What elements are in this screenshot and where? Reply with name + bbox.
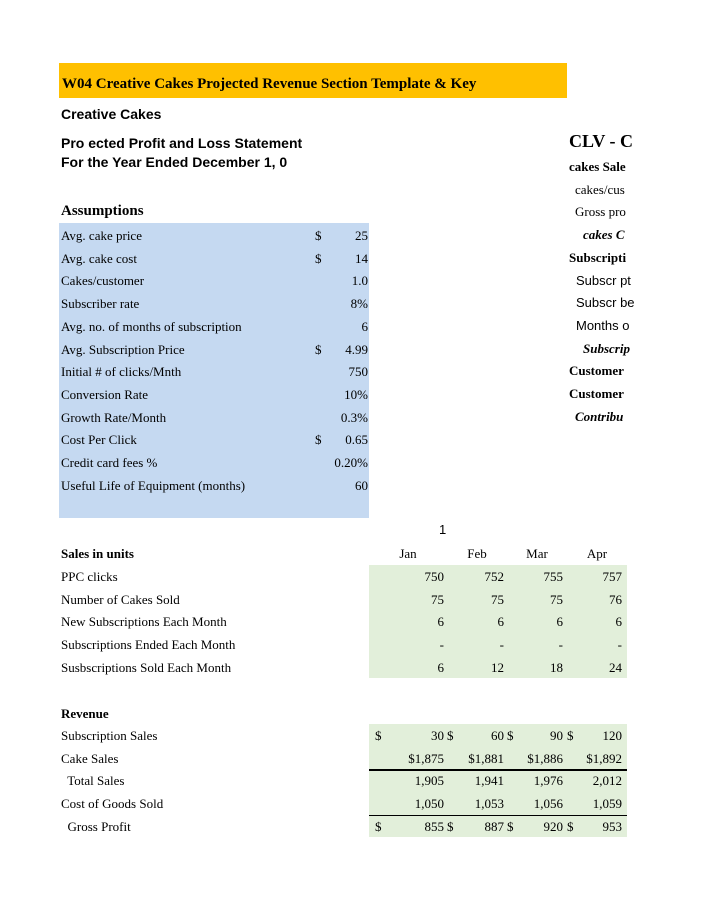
revenue-cell: 855 [424, 818, 444, 834]
sales-cell: 75 [550, 591, 563, 607]
revenue-heading: Revenue [61, 706, 109, 721]
revenue-currency: $ [507, 818, 514, 834]
month-header: Apr [586, 546, 608, 561]
clv-item: Customer [569, 386, 624, 401]
assumption-label: Growth Rate/Month [61, 409, 167, 425]
assumption-label: Avg. cake cost [61, 250, 137, 266]
revenue-row-label: Subscription Sales [61, 728, 158, 743]
revenue-cell: 1,050 [414, 796, 444, 812]
gross-profit-rule [369, 815, 627, 816]
revenue-cell: $1,892 [586, 750, 622, 766]
sales-cell: 6 [497, 614, 504, 630]
revenue-currency: $ [567, 728, 574, 743]
assumption-value: 0.65 [345, 432, 368, 448]
assumption-label: Avg. Subscription Price [61, 341, 185, 357]
clv-item: Contribu [575, 408, 624, 424]
page-number: 1 [439, 522, 447, 537]
assumption-label: Conversion Rate [61, 386, 149, 402]
total-sales-rule [369, 769, 627, 771]
revenue-cell: 1,053 [474, 796, 504, 812]
sales-cell: - [499, 637, 504, 653]
sales-heading: Sales in units [61, 546, 134, 561]
clv-item: cakes/cus [575, 181, 625, 197]
statement-title: Pro ected Profit and Loss Statement [61, 135, 303, 151]
revenue-cell: $1,886 [527, 750, 563, 766]
assumption-currency: $ [315, 228, 322, 243]
sales-cell: - [439, 637, 444, 653]
assumption-value: 4.99 [345, 341, 368, 357]
revenue-row-label: Cake Sales [61, 750, 119, 766]
month-header: Jan [399, 546, 417, 561]
revenue-currency: $ [375, 728, 382, 743]
assumption-label: Useful Life of Equipment (months) [61, 477, 246, 493]
assumption-label: Cakes/customer [61, 273, 145, 289]
assumption-value: 8% [350, 296, 368, 312]
sales-cell: 6 [615, 614, 622, 630]
clv-item: Subscr be [576, 295, 635, 311]
clv-item: Customer [569, 363, 624, 379]
revenue-cell: 953 [602, 818, 622, 834]
month-header: Mar [526, 546, 548, 561]
sales-row-label: Number of Cakes Sold [61, 591, 180, 607]
sales-cell: 76 [609, 591, 622, 607]
clv-item: Gross pro [575, 204, 626, 220]
revenue-row-label: Total Sales [61, 773, 125, 789]
assumption-value: 60 [355, 477, 368, 493]
clv-item: cakes C [583, 227, 625, 243]
assumption-currency: $ [315, 341, 322, 357]
revenue-currency: $ [447, 728, 454, 743]
sales-cell: 24 [609, 659, 622, 675]
assumption-value: 750 [348, 364, 368, 380]
assumption-label: Credit card fees % [61, 455, 158, 470]
revenue-cell: 60 [491, 728, 504, 743]
revenue-cell: 2,012 [592, 773, 622, 789]
revenue-currency: $ [375, 818, 382, 834]
sales-cell: - [558, 637, 563, 653]
revenue-cell: 887 [484, 818, 504, 834]
sales-row-label: Subscriptions Ended Each Month [61, 637, 236, 653]
clv-item: Months o [576, 317, 630, 333]
sales-cell: 12 [491, 659, 504, 675]
clv-title: CLV - C [569, 131, 634, 151]
revenue-cell: 90 [550, 728, 563, 743]
sales-cell: 755 [543, 569, 563, 584]
assumption-label: Cost Per Click [61, 432, 137, 448]
revenue-cell: $1,881 [468, 750, 504, 766]
revenue-currency: $ [447, 818, 454, 834]
clv-item: cakes Sale [569, 159, 626, 174]
assumption-currency: $ [315, 432, 322, 448]
sales-row-label: New Subscriptions Each Month [61, 614, 227, 630]
assumption-label: Avg. no. of months of subscription [61, 318, 242, 334]
clv-item: Subscrip [583, 340, 630, 356]
statement-period: For the Year Ended December 1, 0 [61, 154, 288, 170]
sales-cell: 750 [424, 569, 444, 584]
sales-cell: 75 [491, 591, 504, 607]
revenue-currency: $ [507, 728, 514, 743]
assumption-value: 1.0 [351, 273, 368, 289]
company-name: Creative Cakes [61, 106, 162, 122]
revenue-cell: 30 [431, 728, 444, 743]
sales-cell: 18 [550, 659, 563, 675]
assumption-label: Initial # of clicks/Mnth [61, 364, 182, 380]
revenue-cell: 920 [543, 818, 563, 834]
month-header: Feb [467, 546, 487, 561]
sales-cell: 6 [556, 614, 563, 630]
clv-item: Subscr pt [576, 272, 631, 288]
banner-title: W04 Creative Cakes Projected Revenue Section Template & Key [62, 76, 477, 92]
sales-cell: 752 [484, 569, 504, 584]
assumption-value: 25 [355, 228, 368, 243]
assumption-currency: $ [315, 250, 322, 266]
assumption-label: Subscriber rate [61, 296, 140, 312]
revenue-cell: 1,941 [474, 773, 504, 789]
sales-row-label: PPC clicks [61, 569, 118, 584]
assumption-label: Avg. cake price [61, 228, 142, 243]
revenue-cell: 1,056 [533, 796, 563, 812]
assumption-value: 6 [361, 318, 368, 334]
assumptions-heading: Assumptions [61, 203, 144, 219]
sales-cell: 6 [437, 614, 444, 630]
sales-row-label: Susbscriptions Sold Each Month [61, 659, 232, 675]
sales-cell: 75 [431, 591, 444, 607]
revenue-row-label: Cost of Goods Sold [61, 796, 164, 812]
revenue-currency: $ [567, 818, 574, 834]
sales-cell: 6 [437, 659, 444, 675]
revenue-cell: $1,875 [408, 750, 444, 766]
assumption-value: 10% [344, 386, 368, 402]
assumption-value: 0.20% [334, 455, 368, 470]
sales-cell: - [617, 637, 622, 653]
sales-cell: 757 [602, 569, 622, 584]
revenue-row-label: Gross Profit [61, 818, 131, 834]
assumption-value: 0.3% [340, 409, 368, 425]
revenue-cell: 120 [602, 728, 622, 743]
assumption-value: 14 [355, 250, 368, 266]
clv-item: Subscripti [569, 249, 627, 265]
revenue-cell: 1,905 [414, 773, 444, 789]
revenue-cell: 1,059 [592, 796, 622, 812]
revenue-cell: 1,976 [533, 773, 563, 789]
